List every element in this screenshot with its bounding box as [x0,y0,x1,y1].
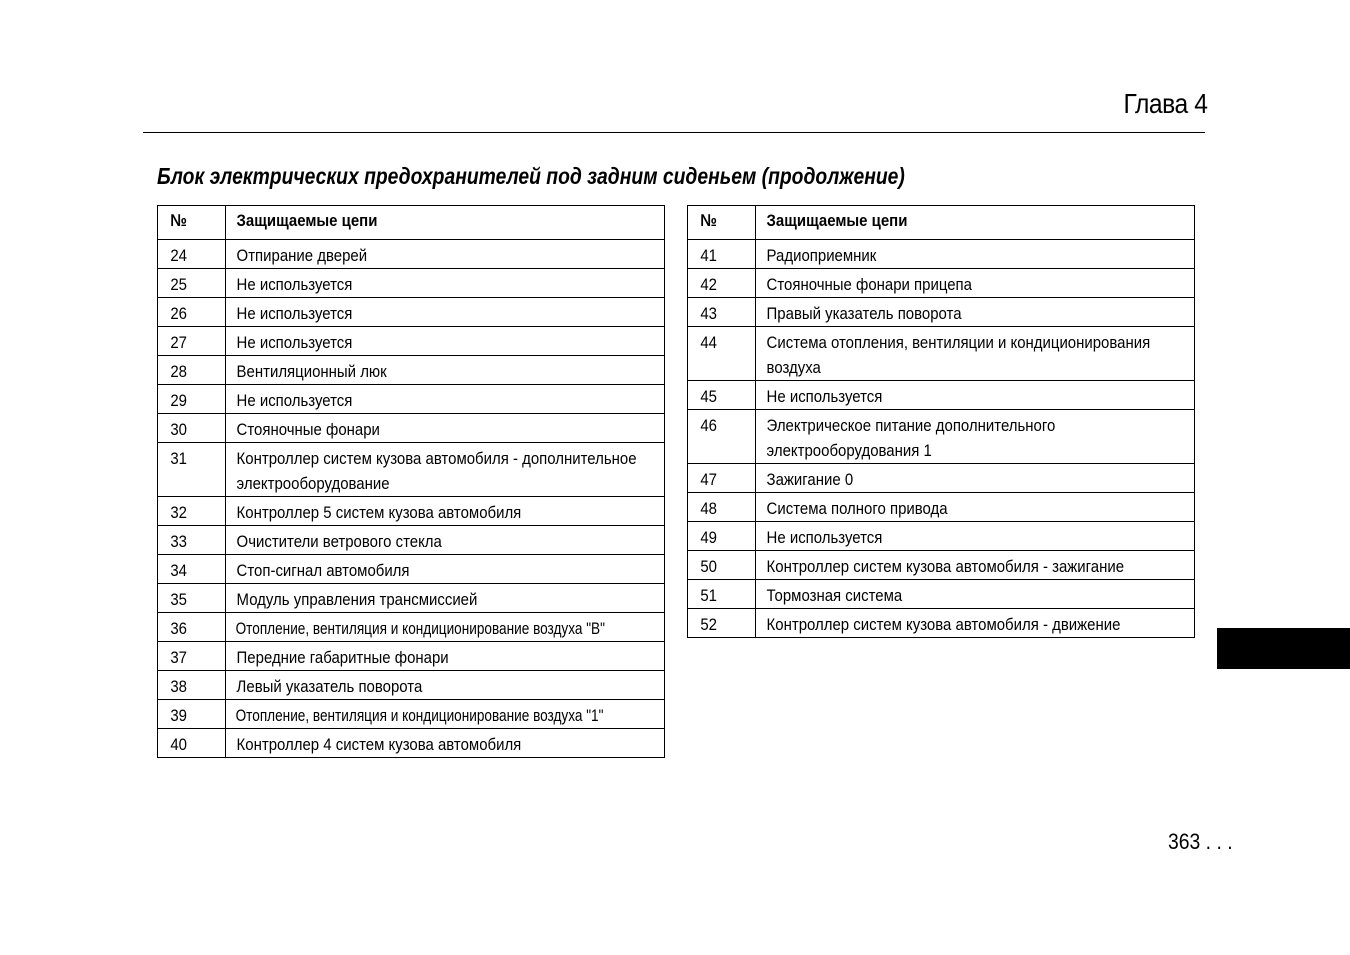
fuse-table-right [687,205,1195,638]
table-row [688,381,1195,410]
table-row [158,385,665,414]
fuse-circuit: Контроллер 4 систем кузова автомобиля [226,729,665,758]
fuse-number: 31 [158,443,226,497]
fuse-circuit: Не используется [756,522,1195,551]
fuse-number: 49 [688,522,756,551]
table-row [688,580,1195,609]
fuse-circuit: Очистители ветрового стекла [226,526,665,555]
column-header-circuits: Защищаемые цепи [226,206,665,240]
table-row [158,555,665,584]
table-row [158,729,665,758]
table-row [158,700,665,729]
column-header-number: № [688,206,756,240]
table-row [688,522,1195,551]
table-row [158,584,665,613]
column-header-circuits: Защищаемые цепи [756,206,1195,240]
fuse-number: 34 [158,555,226,584]
fuse-circuit: Не используется [226,385,665,414]
table-row [158,497,665,526]
fuse-circuit: Не используется [226,327,665,356]
fuse-number: 26 [158,298,226,327]
fuse-circuit: Отопление, вентиляция и кондиционирование воздуха "B" [226,613,665,642]
fuse-number: 44 [688,327,756,381]
fuse-number: 51 [688,580,756,609]
fuse-number: 52 [688,609,756,638]
fuse-circuit: Левый указатель поворота [226,671,665,700]
fuse-number: 42 [688,269,756,298]
fuse-circuit: Стоп-сигнал автомобиля [226,555,665,584]
fuse-circuit: Система отопления, вентиляции и кондиционирования воздуха [756,327,1195,381]
table-row [158,327,665,356]
fuse-table-left [157,205,665,758]
fuse-circuit: Контроллер систем кузова автомобиля - дополнительное электрооборудование [226,443,665,497]
fuse-circuit: Отопление, вентиляция и кондиционирование воздуха "1" [226,700,665,729]
fuse-circuit: Радиоприемник [756,240,1195,269]
chapter-title: Глава 4 [1122,88,1207,119]
fuse-number: 43 [688,298,756,327]
table-row [158,642,665,671]
table-row [158,269,665,298]
table-row [688,410,1195,464]
fuse-number: 29 [158,385,226,414]
fuse-number: 30 [158,414,226,443]
table-row [688,240,1195,269]
fuse-number: 45 [688,381,756,410]
fuse-circuit: Контроллер систем кузова автомобиля - зажигание [756,551,1195,580]
table-header-row [158,206,665,240]
fuse-number: 39 [158,700,226,729]
table-row [688,298,1195,327]
fuse-circuit: Модуль управления трансмиссией [226,584,665,613]
fuse-number: 35 [158,584,226,613]
table-row [158,526,665,555]
fuse-number: 50 [688,551,756,580]
fuse-number: 27 [158,327,226,356]
fuse-number: 24 [158,240,226,269]
fuse-number: 28 [158,356,226,385]
fuse-number: 38 [158,671,226,700]
fuse-circuit: Система полного привода [756,493,1195,522]
fuse-circuit: Не используется [226,269,665,298]
table-row [158,671,665,700]
table-header-row [688,206,1195,240]
fuse-number: 37 [158,642,226,671]
fuse-circuit: Отпирание дверей [226,240,665,269]
table-row [158,613,665,642]
column-header-number: № [158,206,226,240]
page-number: 363 . . . [1168,829,1233,854]
fuse-number: 47 [688,464,756,493]
table-row [688,609,1195,638]
fuse-circuit: Стояночные фонари прицепа [756,269,1195,298]
fuse-number: 36 [158,613,226,642]
fuse-number: 40 [158,729,226,758]
header-divider [143,132,1205,133]
fuse-number: 41 [688,240,756,269]
chapter-thumb-tab [1217,628,1350,669]
table-row [158,240,665,269]
fuse-circuit: Не используется [226,298,665,327]
table-row [688,327,1195,381]
fuse-number: 48 [688,493,756,522]
fuse-circuit: Контроллер 5 систем кузова автомобиля [226,497,665,526]
fuse-circuit: Контроллер систем кузова автомобиля - движение [756,609,1195,638]
fuse-circuit: Тормозная система [756,580,1195,609]
fuse-circuit: Не используется [756,381,1195,410]
section-title: Блок электрических предохранителей под задним сиденьем (продолжение) [157,163,905,189]
fuse-number: 33 [158,526,226,555]
fuse-number: 46 [688,410,756,464]
fuse-number: 32 [158,497,226,526]
table-row [158,356,665,385]
fuse-number: 25 [158,269,226,298]
fuse-circuit: Стояночные фонари [226,414,665,443]
table-row [688,464,1195,493]
table-row [158,414,665,443]
fuse-circuit: Передние габаритные фонари [226,642,665,671]
table-row [688,269,1195,298]
fuse-circuit: Вентиляционный люк [226,356,665,385]
table-row [688,551,1195,580]
fuse-circuit: Зажигание 0 [756,464,1195,493]
table-row [158,298,665,327]
table-row [688,493,1195,522]
fuse-circuit: Правый указатель поворота [756,298,1195,327]
table-row [158,443,665,497]
fuse-circuit: Электрическое питание дополнительного электрооборудования 1 [756,410,1195,464]
